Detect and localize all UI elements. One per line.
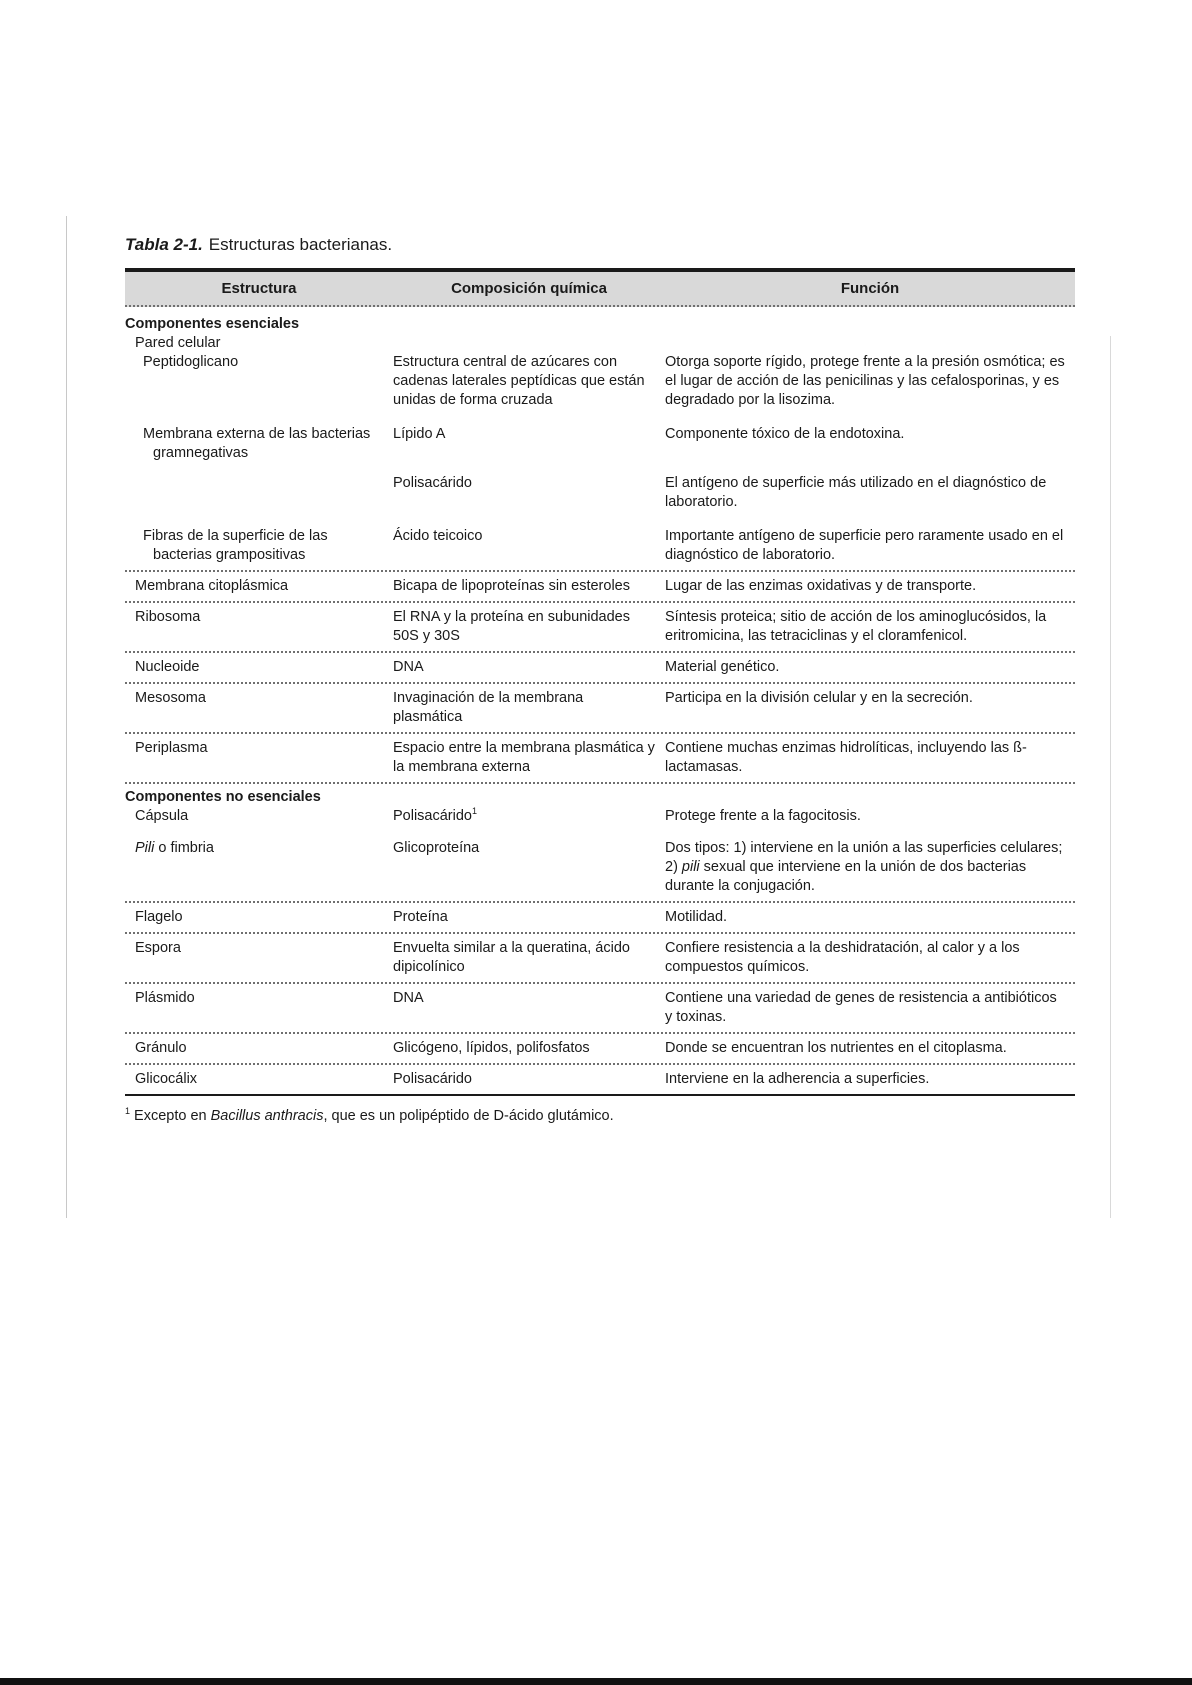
cell-structure: Membrana externa de las bacterias gramnegativas	[143, 426, 371, 461]
cell-composition: Estructura central de azúcares con cadenas laterales peptídicas que están unidas de forma cruzada	[393, 354, 645, 408]
cell-function: Participa en la división celular y en la secreción.	[665, 690, 973, 706]
cell-structure: Membrana citoplásmica	[135, 578, 289, 594]
page-edge-right	[1110, 336, 1111, 1218]
cell-structure: Espora	[135, 940, 181, 956]
cell-structure: Mesosoma	[135, 690, 206, 706]
cell-composition: DNA	[393, 990, 424, 1006]
header-composition: Composición química	[451, 280, 607, 297]
header-structure: Estructura	[221, 280, 297, 297]
table-row	[125, 1034, 1075, 1065]
table-row	[125, 1065, 1075, 1094]
cell-structure	[125, 839, 393, 896]
table-row	[125, 415, 1075, 468]
page-bottom-edge	[0, 1678, 1192, 1685]
group-title-essential: Componentes esenciales	[125, 316, 300, 332]
cell-function: Contiene muchas enzimas hidrolíticas, incluyendo las ß-lactamasas.	[665, 740, 1027, 775]
cell-composition: Glicógeno, lípidos, polifosfatos	[393, 1040, 590, 1056]
cell-structure: Peptidoglicano	[143, 354, 239, 370]
cell-composition: Espacio entre la membrana plasmática y la membrana externa	[393, 740, 655, 775]
nonessential-rows	[125, 903, 1075, 1094]
cell-composition: Bicapa de lipoproteínas sin esteroles	[393, 578, 630, 594]
cell-composition: Ácido teicoico	[393, 528, 483, 544]
table-section	[125, 232, 1075, 1126]
structure-italic: Pili	[135, 840, 155, 856]
footnote-italic: Bacillus anthracis	[210, 1108, 324, 1124]
cell-composition: DNA	[393, 659, 424, 675]
cell-function: Síntesis proteica; sitio de acción de los aminoglucósidos, la eritromicina, las tetraciclinas y el cloramfenicol.	[665, 609, 1047, 644]
table-row	[125, 684, 1075, 734]
cell-function: Interviene en la adherencia a superficies.	[665, 1071, 930, 1087]
table-row	[125, 603, 1075, 653]
cell-structure: Flagelo	[135, 909, 183, 925]
table-row	[125, 653, 1075, 684]
cell-function: Donde se encuentran los nutrientes en el citoplasma.	[665, 1040, 1007, 1056]
essential-rows	[125, 572, 1075, 784]
cell-composition: El RNA y la proteína en subunidades 50S y 30S	[393, 609, 630, 644]
table-footnote	[125, 1106, 1075, 1126]
cell-structure: Plásmido	[135, 990, 195, 1006]
cell-function: Contiene una variedad de genes de resistencia a antibióticos y toxinas.	[665, 990, 1057, 1025]
cell-composition: Polisacárido	[393, 475, 472, 491]
cell-composition	[393, 807, 665, 826]
footnote-marker: 1	[125, 1106, 131, 1117]
cell-composition: Invaginación de la membrana plasmática	[393, 690, 584, 725]
cell-function: Lugar de las enzimas oxidativas y de transporte.	[665, 578, 977, 594]
table-row	[125, 831, 1075, 903]
structure-rest: o fimbria	[154, 840, 214, 856]
table-row	[125, 807, 1075, 831]
cell-structure: Gránulo	[135, 1040, 187, 1056]
cell-function: Componente tóxico de la endotoxina.	[665, 426, 905, 442]
cell-composition: Polisacárido	[393, 1071, 472, 1087]
composition-text: Polisacárido	[393, 808, 472, 824]
table-caption	[125, 232, 1075, 260]
header-function: Función	[840, 280, 900, 297]
cell-structure: Nucleoide	[135, 659, 200, 675]
cell-function: Importante antígeno de superficie pero raramente usado en el diagnóstico de laboratorio.	[665, 528, 1064, 563]
cell-function: Material genético.	[665, 659, 780, 675]
table-row	[125, 517, 1075, 572]
function-part1: Dos tipos: 1) interviene en la unión a las superficies celulares; 2)	[665, 840, 1063, 875]
subgroup-cell-wall: Pared celular	[135, 335, 221, 351]
cell-structure: Glicocálix	[135, 1071, 198, 1087]
cell-function: Protege frente a la fagocitosis.	[665, 808, 861, 824]
table-row	[125, 903, 1075, 934]
table-row	[125, 572, 1075, 603]
cell-structure: Periplasma	[135, 740, 208, 756]
cell-function: El antígeno de superficie más utilizado en el diagnóstico de laboratorio.	[665, 475, 1047, 510]
footnote-marker: 1	[472, 806, 478, 817]
cell-function	[665, 839, 1075, 896]
page-edge-left	[66, 216, 67, 1218]
function-part2: sexual que interviene en la unión de dos bacterias durante la conjugación.	[665, 859, 1027, 894]
cell-function: Confiere resistencia a la deshidratación, al calor y a los compuestos químicos.	[665, 940, 1020, 975]
cell-structure-empty	[125, 474, 393, 512]
cell-structure: Cápsula	[135, 808, 189, 824]
table-row	[125, 734, 1075, 784]
cell-composition: Lípido A	[393, 426, 446, 442]
caption-label: Tabla 2-1.	[125, 235, 203, 254]
cell-composition: Envuelta similar a la queratina, ácido dipicolínico	[393, 940, 630, 975]
cell-function: Motilidad.	[665, 909, 728, 925]
table-row	[125, 353, 1075, 415]
caption-title: Estructuras bacterianas.	[208, 235, 393, 254]
table-row	[125, 468, 1075, 517]
table-row	[125, 934, 1075, 984]
group-title-nonessential: Componentes no esenciales	[125, 789, 321, 805]
cell-composition: Glicoproteína	[393, 840, 480, 856]
footnote-text-before: Excepto en	[130, 1108, 211, 1124]
table-bottom-rule	[125, 1094, 1075, 1096]
table-row	[125, 984, 1075, 1034]
cell-structure: Fibras de la superficie de las bacterias grampositivas	[143, 528, 328, 563]
cell-composition: Proteína	[393, 909, 448, 925]
table-header	[125, 272, 1075, 307]
cell-structure: Ribosoma	[135, 609, 201, 625]
cell-function: Otorga soporte rígido, protege frente a la presión osmótica; es el lugar de acción de las penicilinas y las cefalosporinas, y es degradado por la lisozima.	[665, 354, 1065, 408]
function-italic: pili	[681, 859, 700, 875]
footnote-text-after: , que es un polipéptido de D-ácido glutámico.	[323, 1108, 614, 1124]
